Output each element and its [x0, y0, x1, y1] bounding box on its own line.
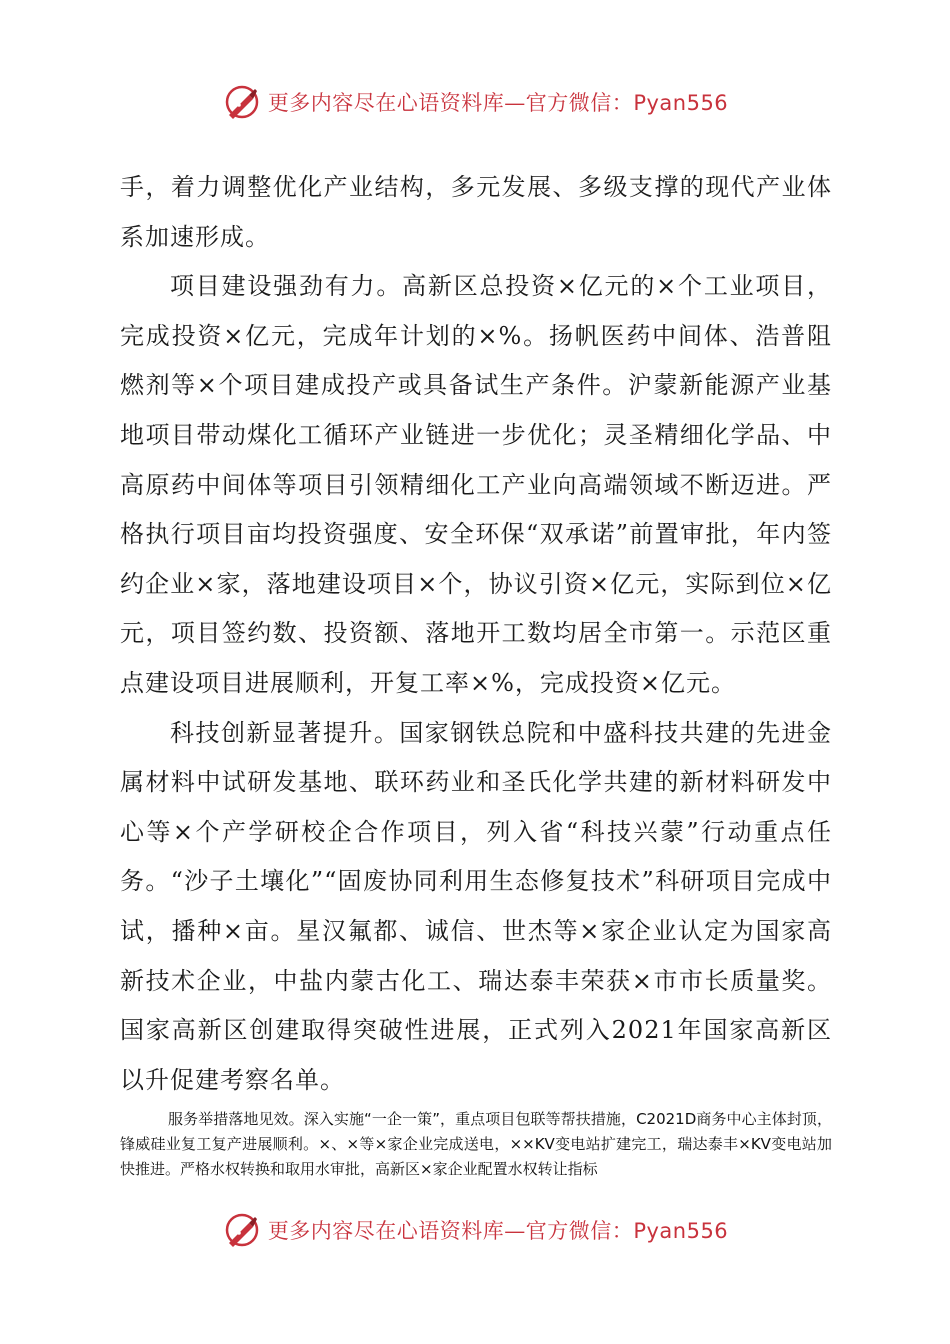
pen-nib-logo-icon — [222, 82, 262, 122]
paragraph-tech-innovation: 科技创新显著提升。国家钢铁总院和中盛科技共建的先进金属材料中试研发基地、联环药业和圣氏化学共建的新材料研发中心等×个产学研校企合作项目，列入省“科技兴蒙”行动重点任务。“沙子土壤化”“固废协同利用生态修复技术”科研项目完成中试，播种×亩。星汉氟都、诚信、世杰等×家企业认定为国家高新技术企业，中盐内蒙古化工、瑞达泰丰荣获×市市长质量奖。国家高新区创建取得突破性进展，正式列入2021年国家高新区以升促建考察名单。 — [120, 718, 832, 1094]
header-banner-text — [268, 87, 728, 117]
footer-paragraph-text: 服务举措落地见效。深入实施“一企一策”，重点项目包联等帮扶措施，C2021D商务中心主体封顶，锋威硅业复工复产进展顺利。×、×等×家企业完成送电，××KV变电站扩建完工，瑞达泰丰×KV变电站加快推进。严格水权转换和取用水审批，高新区×家企业配置水权转让指标 — [120, 1110, 832, 1178]
banner-label: 更多内容尽在心语资料库—官方微信： — [267, 1219, 634, 1243]
banner-label: 更多内容尽在心语资料库—官方微信： — [267, 91, 634, 115]
paragraph-continuation: 手，着力调整优化产业结构，多元发展、多级支撑的现代产业体系加速形成。 — [120, 173, 832, 251]
footer-banner-text — [268, 1215, 728, 1245]
footer-banner — [0, 1210, 950, 1250]
banner-handle: Pyan556 — [633, 91, 729, 115]
paragraph-project-construction: 项目建设强劲有力。高新区总投资×亿元的×个工业项目，完成投资×亿元，完成年计划的×%。扬帆医药中间体、浩普阻燃剂等×个项目建成投产或具备试生产条件。沪蒙新能源产业基地项目带动煤化工循环产业链进一步优化；灵圣精细化学品、中高原药中间体等项目引领精细化工产业向高端领域不断迈进。严格执行项目亩均投资强度、安全环保“双承诺”前置审批，年内签约企业×家，落地建设项目×个，协议引资×亿元，实际到位×亿元，项目签约数、投资额、落地开工数均居全市第一。示范区重点建设项目进展顺利，开复工率×%，完成投资×亿元。 — [120, 272, 832, 697]
footer-paragraph — [120, 1107, 832, 1182]
banner-handle: Pyan556 — [633, 1219, 729, 1243]
header-banner — [0, 82, 950, 122]
pen-nib-logo-icon — [222, 1210, 262, 1250]
document-body — [120, 163, 832, 1105]
